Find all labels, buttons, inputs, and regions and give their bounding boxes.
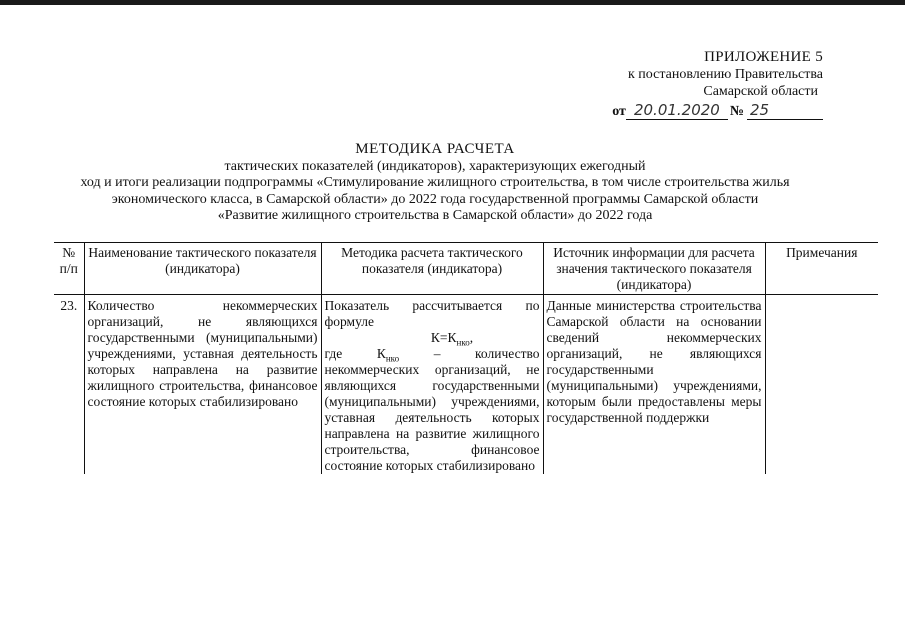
header-information-source: Источник информации для расчета значения тактического показателя (индикатора)	[543, 243, 765, 295]
number-sign: №	[729, 104, 744, 119]
appendix-sign-line	[583, 102, 823, 120]
document-heading	[40, 141, 830, 225]
header-calculation-method: Методика расчета тактического показателя (индикатора)	[321, 243, 543, 295]
formula-lhs: К=К	[430, 330, 457, 345]
where-prefix: где К	[324, 346, 386, 361]
heading-line-3: экономического класса, в Самарской области» до 2022 года государственной программы Самарской области	[111, 191, 759, 207]
formula-tail: ,	[469, 330, 474, 345]
methodology-table	[54, 242, 878, 474]
appendix-block	[583, 49, 823, 120]
handwritten-number: 25	[747, 102, 823, 120]
table-header-row	[54, 243, 878, 295]
handwritten-date: 20.01.2020	[626, 102, 728, 120]
information-source: Данные министерства строительства Самарской области на основании сведений некоммерческих организаций, не являющихся государственными (муниципальными) учреждениями, которым были предоставлены меры государственной поддержки	[543, 295, 765, 475]
header-indicator-name: Наименование тактического показателя (индикатора)	[84, 243, 321, 295]
where-text: – количество некоммерческих организаций, не являющихся государственными (муниципальными) учреждениями, уставная деятельность которых направлена на развитие жилищного строительства, финансовое состояние которых стабилизировано	[324, 346, 540, 473]
appendix-decree: к постановлению Правительства	[627, 67, 823, 82]
date-prefix: от	[612, 104, 626, 119]
table-row	[54, 295, 878, 475]
appendix-region: Самарской области	[703, 84, 818, 99]
appendix-title: ПРИЛОЖЕНИЕ 5	[704, 49, 823, 65]
where-subscript: нко	[385, 353, 400, 364]
heading-line-4: «Развитие жилищного строительства в Самарской области» до 2022 года	[217, 208, 653, 223]
notes-cell	[765, 295, 878, 475]
method-intro: Показатель рассчитывается по формуле	[324, 298, 540, 329]
indicator-name: Количество некоммерческих организаций, не являющихся государственными (муниципальными) учреждениями, уставная деятельность которых направлена на развитие жилищного строительства, финансовое состояние которых стабилизировано	[84, 295, 321, 475]
formula-explanation	[325, 346, 540, 474]
heading-line-1: тактических показателей (индикаторов), характеризующих ежегодный	[224, 158, 646, 174]
formula-subscript: нко	[456, 337, 470, 348]
document-title: МЕТОДИКА РАСЧЕТА	[355, 141, 515, 157]
header-notes: Примечания	[765, 243, 878, 295]
row-number: 23.	[60, 298, 78, 313]
formula	[325, 330, 540, 346]
page-top-border	[0, 0, 905, 5]
header-number: № п/п	[54, 243, 84, 295]
calculation-method	[321, 295, 543, 475]
heading-line-2: ход и итоги реализации подпрограммы «Стимулирование жилищного строительства, в том числе строительства жилья	[80, 175, 790, 190]
